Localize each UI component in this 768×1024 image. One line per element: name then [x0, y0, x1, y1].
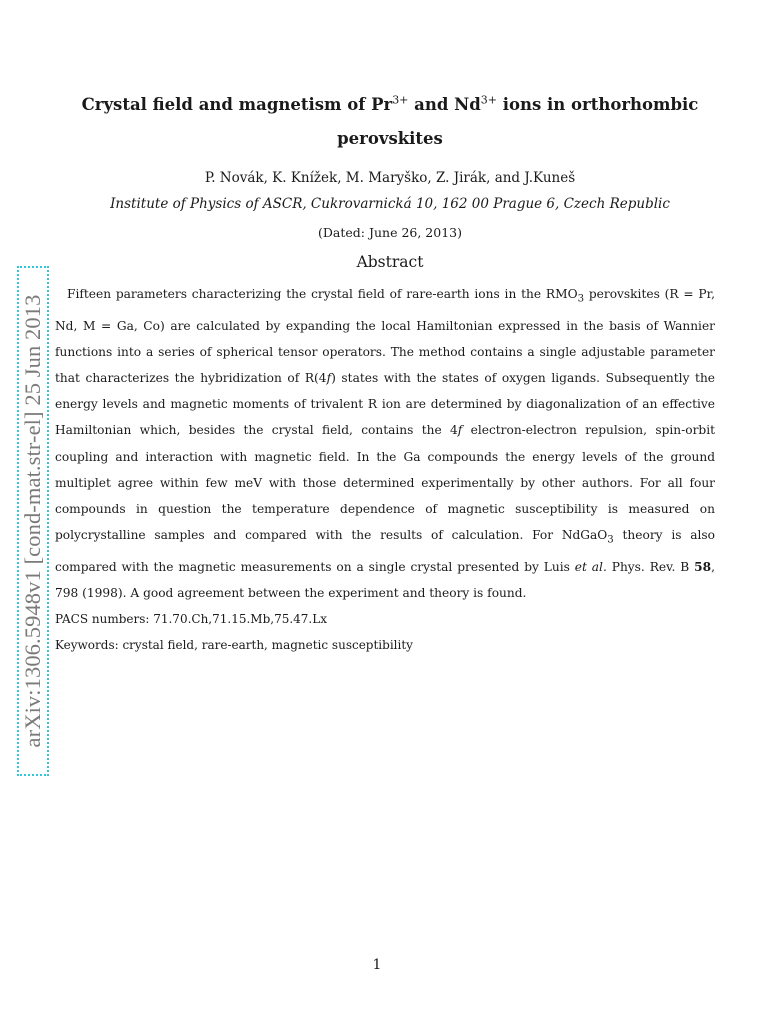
- abstract-segment: Phys. Rev. B: [606, 559, 695, 574]
- abstract-segment: , 798 (1998). A good agreement between the experiment and theory is found.: [55, 559, 716, 601]
- date-line: (Dated: June 26, 2013): [318, 225, 462, 240]
- abstract-subscript: 3: [577, 293, 585, 305]
- abstract-heading: Abstract: [356, 253, 424, 271]
- abstract-italic: f: [457, 423, 463, 438]
- affiliation: Institute of Physics of ASCR, Cukrovarnická 10, 162 00 Prague 6, Czech Republic: [110, 196, 670, 212]
- title-superscript-nd: 3+: [480, 93, 497, 107]
- page-number: 1: [372, 957, 382, 973]
- abstract-segment: Fifteen parameters characterizing the crystal field of rare-earth ions in the RMO: [67, 287, 578, 301]
- title-part3: ions in orthorhombic perovskites: [337, 95, 699, 148]
- abstract-segment: perovskites (R = Pr, Nd, M = Ga, Co) are calculated by expanding the local Hamiltonian expressed in the basis of Wannier functions into a series of spherical tensor operators. The method contains a single adjustable parameter that characterizes the hybridization of R(4: [55, 287, 715, 386]
- abstract-subscript: 3: [607, 534, 614, 546]
- abstract-italic: f: [326, 371, 332, 386]
- abstract-segment: electron-electron repulsion, spin-orbit coupling and interaction with magnetic field. In the Ga compounds the energy levels of the ground multiplet agree within few meV with those determined experimentally by other authors. For all four compounds in question the temperature dependence of magnetic susceptibility is measured on polycrystalline samples and compared with the results of calculation. For NdGaO: [55, 423, 716, 543]
- abstract-bold-volume: 58: [694, 559, 712, 574]
- title-superscript-pr: 3+: [392, 93, 409, 107]
- abstract-text: [55, 281, 715, 606]
- author-list: P. Novák, K. Knížek, M. Maryško, Z. Jirák, and J.Kuneš: [204, 170, 576, 186]
- pacs-numbers: PACS numbers: 71.70.Ch,71.15.Mb,75.47.Lx: [55, 612, 327, 626]
- arxiv-stamp: [17, 266, 49, 776]
- keywords: Keywords: crystal field, rare-earth, magnetic susceptibility: [55, 638, 413, 652]
- arxiv-identifier: arXiv:1306.5948v1 [cond-mat.str-el] 25 Jun 2013: [20, 294, 45, 748]
- title-part1: Crystal field and magnetism of Pr: [81, 95, 393, 114]
- abstract-italic: et al.: [574, 559, 607, 574]
- abstract-segment: ) states with the states of oxygen ligands. Subsequently the energy levels and magnetic moments of trivalent R ion are determined by diagonalization of an effective Hamiltonian which, besides the crystal field, contains the 4: [55, 371, 716, 438]
- paper-title: [60, 88, 720, 156]
- abstract-segment: theory is also compared with the magnetic measurements on a single crystal presented by Luis: [55, 528, 715, 574]
- title-part2: and Nd: [408, 95, 481, 114]
